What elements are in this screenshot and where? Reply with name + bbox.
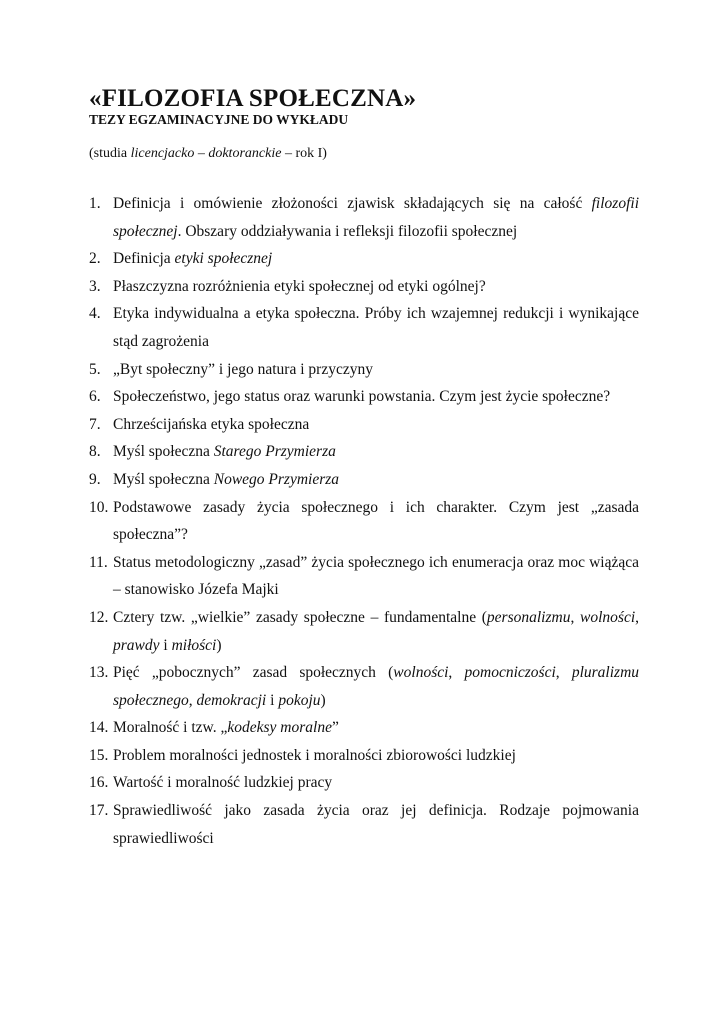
thesis-item [89, 273, 639, 301]
thesis-text-part: Pięć „pobocznych” zasad społecznych ( [113, 664, 394, 682]
thesis-text-part: , [448, 664, 465, 682]
thesis-item [89, 466, 639, 494]
thesis-item [89, 494, 639, 549]
thesis-text [113, 190, 639, 245]
thesis-text-part: , [188, 691, 197, 709]
thesis-text-part: Wartość i moralność ludzkiej pracy [113, 774, 333, 792]
document-subtitle: TEZY EGZAMINACYJNE DO WYKŁADU [89, 112, 349, 127]
thesis-number: 12. [89, 608, 109, 626]
thesis-text-part: , [570, 608, 581, 626]
thesis-item [89, 769, 639, 797]
thesis-text [113, 604, 639, 659]
thesis-text [113, 549, 639, 604]
thesis-number: 9. [89, 470, 101, 488]
thesis-text-part: Cztery tzw. „wielkie” zasady społeczne – fundamentalne ( [113, 608, 487, 626]
thesis-text-part: Definicja i omówienie złożoności zjawisk składających się na całość [113, 195, 592, 212]
thesis-item [89, 742, 639, 770]
thesis-text-part: . Obszary oddziaływania i refleksji filozofii społecznej [177, 222, 518, 240]
thesis-text [113, 769, 639, 797]
thesis-text-part: Problem moralności jednostek i moralności zbiorowości ludzkiej [113, 746, 516, 764]
thesis-item [89, 659, 639, 714]
thesis-text-italic: pokoju [278, 691, 321, 709]
thesis-number: 10. [89, 498, 109, 516]
thesis-text [113, 742, 639, 770]
thesis-item [89, 604, 639, 659]
thesis-number: 15. [89, 746, 109, 764]
thesis-text-italic: pluralizmu społecznego [113, 664, 640, 709]
thesis-number: 11. [89, 553, 108, 571]
study-note-suffix: – rok I) [281, 146, 327, 161]
thesis-text [113, 245, 639, 273]
thesis-number: 2. [89, 250, 101, 268]
thesis-text-part: ) [216, 636, 222, 654]
thesis-number: 6. [89, 388, 101, 406]
thesis-text [113, 797, 639, 852]
thesis-number: 8. [89, 443, 101, 461]
thesis-text-italic: kodeksy moralne [227, 719, 332, 737]
thesis-item [89, 714, 639, 742]
thesis-text-part: ) [320, 691, 326, 709]
thesis-text-part: i [159, 636, 172, 654]
thesis-item [89, 356, 639, 384]
thesis-text-part: Status metodologiczny „zasad” życia społecznego ich enumeracja oraz moc wiążąca – stanowisko Józefa Majki [113, 553, 639, 599]
thesis-text [113, 438, 639, 466]
thesis-text-part: Sprawiedliwość jako zasada życia oraz jej definicja. Rodzaje pojmowania sprawiedliwości [113, 802, 639, 847]
thesis-text-part: Definicja [113, 250, 175, 268]
thesis-item [89, 797, 639, 852]
thesis-list [89, 190, 639, 852]
thesis-item [89, 190, 639, 245]
thesis-text-italic: demokracji [196, 691, 267, 709]
thesis-text-part: Myśl społeczna [113, 443, 214, 461]
thesis-item [89, 245, 639, 273]
thesis-number: 4. [89, 305, 101, 323]
thesis-text [113, 494, 639, 549]
thesis-number: 1. [89, 195, 101, 212]
thesis-text [113, 383, 639, 411]
thesis-text-italic: filozofii społecznej [113, 195, 639, 240]
thesis-text-part: i [266, 691, 279, 709]
thesis-text-italic: etyki społecznej [174, 250, 273, 268]
thesis-text-italic: personalizmu [486, 608, 571, 626]
thesis-text-part: ” [331, 719, 339, 737]
thesis-text-part: Etyka indywidualna a etyka społeczna. Próby ich wzajemnej redukcji i wynikające stąd zagrożenia [113, 305, 639, 350]
thesis-item [89, 438, 639, 466]
thesis-text [113, 714, 639, 742]
thesis-text-part: Społeczeństwo, jego status oraz warunki powstania. Czym jest życie społeczne? [113, 388, 611, 406]
study-note-prefix: (studia [89, 146, 131, 161]
thesis-text-italic: Starego Przymierza [213, 443, 336, 461]
thesis-number: 14. [89, 719, 109, 737]
thesis-text-part: Chrześcijańska etyka społeczna [113, 415, 310, 433]
thesis-text [113, 273, 639, 301]
thesis-item [89, 549, 639, 604]
thesis-item [89, 383, 639, 411]
thesis-text-part: „Byt społeczny” i jego natura i przyczyny [113, 360, 373, 378]
thesis-text-italic: prawdy [113, 636, 160, 654]
thesis-text [113, 356, 639, 384]
thesis-text [113, 659, 639, 714]
thesis-text-italic: wolności [580, 608, 636, 626]
thesis-number: 13. [89, 664, 109, 682]
study-note-italic: licencjacko – doktoranckie [130, 146, 282, 161]
thesis-text [113, 300, 639, 355]
thesis-number: 16. [89, 774, 109, 792]
study-level-note [89, 145, 327, 163]
thesis-number: 7. [89, 415, 101, 433]
thesis-text-italic: pomocniczości [464, 664, 556, 682]
thesis-item [89, 411, 639, 439]
thesis-text-part: Moralność i tzw. „ [113, 719, 228, 737]
thesis-item [89, 300, 639, 355]
thesis-text [113, 411, 639, 439]
thesis-number: 5. [89, 360, 101, 378]
document-title: «FILOZOFIA SPOŁECZNA» [89, 85, 417, 112]
thesis-text-part: Podstawowe zasady życia społecznego i ich charakter. Czym jest „zasada społeczna”? [113, 498, 639, 544]
thesis-text-italic: Nowego Przymierza [213, 470, 340, 488]
thesis-text [113, 466, 639, 494]
thesis-text-italic: miłości [171, 636, 217, 654]
thesis-text-part: , [635, 608, 640, 626]
thesis-text-part: , [555, 664, 572, 682]
thesis-number: 3. [89, 277, 101, 295]
thesis-text-part: Płaszczyzna rozróżnienia etyki społecznej od etyki ogólnej? [113, 277, 486, 295]
thesis-text-part: Myśl społeczna [113, 470, 214, 488]
thesis-text-italic: wolności [393, 664, 449, 682]
thesis-number: 17. [89, 802, 109, 820]
